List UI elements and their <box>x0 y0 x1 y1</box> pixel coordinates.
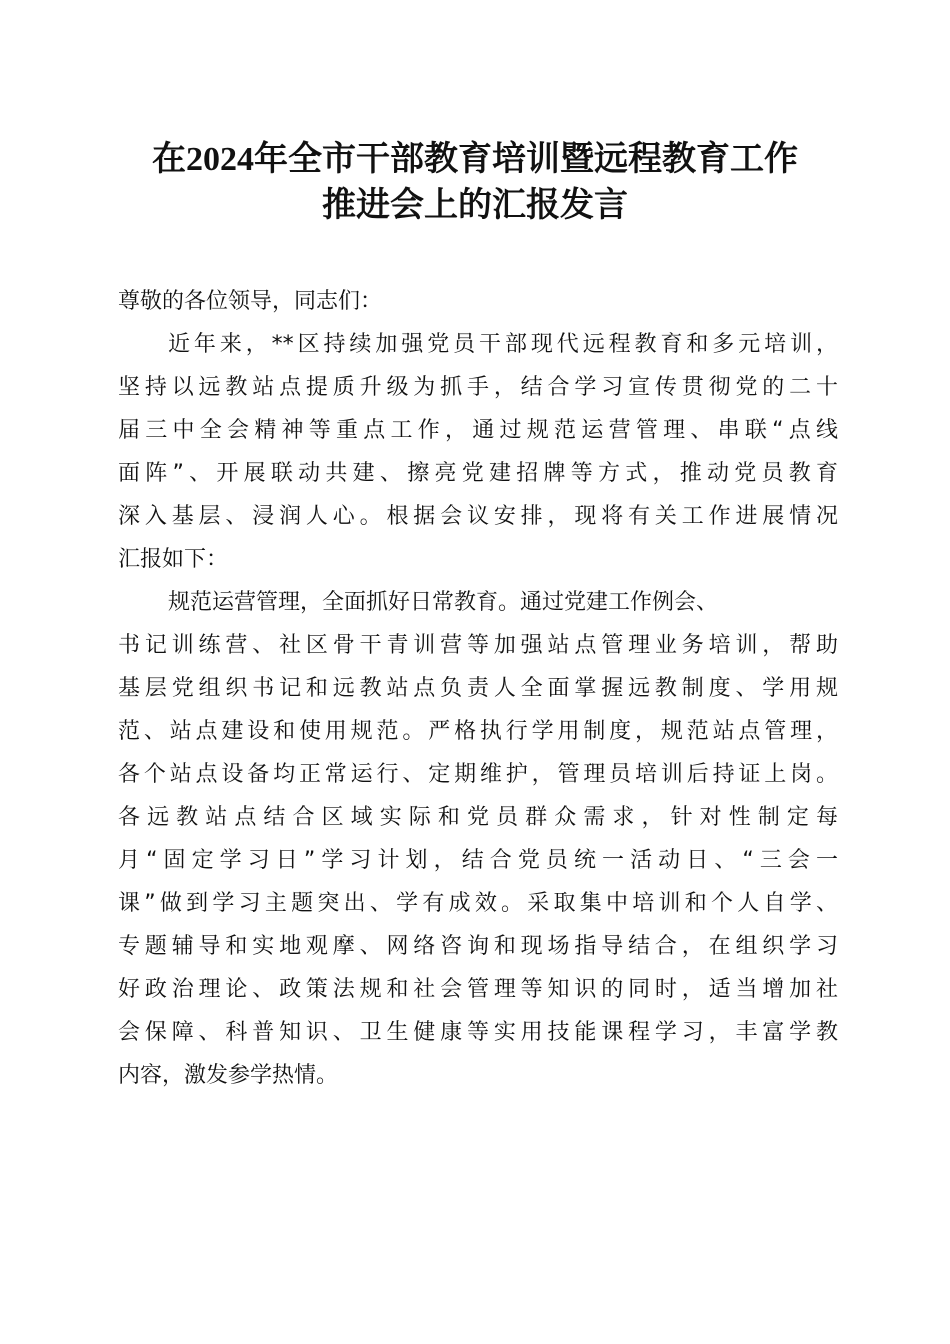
text-line: 深入基层、浸润人心。根据会议安排，现将有关工作进展情况 <box>118 504 838 529</box>
text-line: 范、站点建设和使用规范。严格执行学用制度，规范站点管理， <box>118 719 838 744</box>
paragraph-1 <box>118 323 838 581</box>
title-line-1: 在2024年全市干部教育培训暨远程教育工作 <box>152 141 798 178</box>
title-line-2: 推进会上的汇报发言 <box>322 187 628 224</box>
text-line: 月“固定学习日”学习计划，结合党员统一活动日、“三会一 <box>118 848 838 873</box>
salutation: 尊敬的各位领导，同志们： <box>118 289 383 314</box>
text-line: 基层党组织书记和远教站点负责人全面掌握远教制度、学用规 <box>118 676 838 701</box>
text-line: 面阵”、开展联动共建、擦亮党建招牌等方式，推动党员教育 <box>118 461 838 486</box>
text-line: 书记训练营、社区骨干青训营等加强站点管理业务培训，帮助 <box>118 633 838 658</box>
text-line: 课”做到学习主题突出、学有成效。采取集中培训和个人自学、 <box>118 891 838 916</box>
text-line: 各远教站点结合区域实际和党员群众需求，针对性制定每 <box>118 805 838 830</box>
text-line: 坚持以远教站点提质升级为抓手，结合学习宣传贯彻党的二十 <box>118 375 838 400</box>
text-line: 专题辅导和实地观摩、网络咨询和现场指导结合，在组织学习 <box>118 934 838 959</box>
document-title <box>0 137 950 229</box>
paragraph-2 <box>118 581 838 1097</box>
text-line: 近年来，**区持续加强党员干部现代远程教育和多元培训， <box>168 332 838 357</box>
text-line: 届三中全会精神等重点工作，通过规范运营管理、串联“点线 <box>118 418 838 443</box>
text-line: 规范运营管理，全面抓好日常教育。通过党建工作例会、 <box>168 590 719 615</box>
text-line: 各个站点设备均正常运行、定期维护，管理员培训后持证上岗。 <box>118 762 838 787</box>
text-line: 好政治理论、政策法规和社会管理等知识的同时，适当增加社 <box>118 977 838 1002</box>
document-body <box>118 280 838 1097</box>
text-line: 内容，激发参学热情。 <box>118 1063 339 1088</box>
text-line: 汇报如下： <box>118 547 229 572</box>
text-line: 会保障、科普知识、卫生健康等实用技能课程学习，丰富学教 <box>118 1020 838 1045</box>
